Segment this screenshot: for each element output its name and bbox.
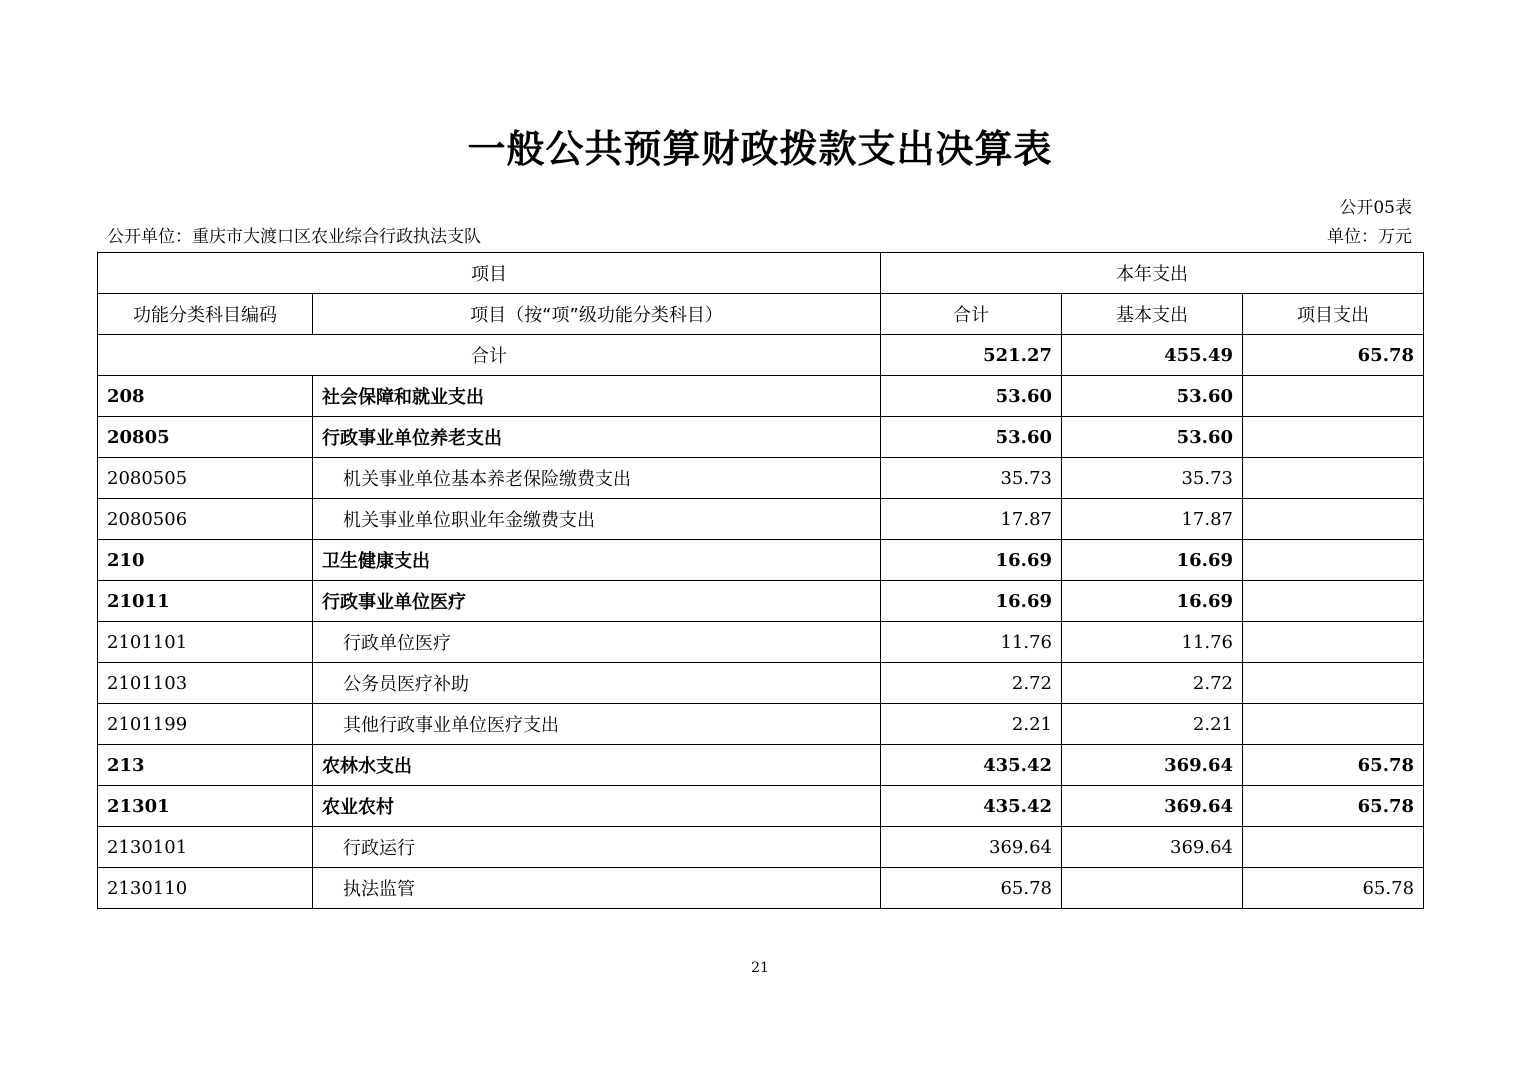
row-code: 2101103 <box>98 663 313 704</box>
row-code: 210 <box>98 540 313 581</box>
table-row <box>98 499 1424 540</box>
table-row <box>98 868 1424 909</box>
row-total: 16.69 <box>881 581 1062 622</box>
row-item-name: 行政运行 <box>313 827 881 868</box>
row-total: 435.42 <box>881 786 1062 827</box>
row-total: 11.76 <box>881 622 1062 663</box>
page-number: 21 <box>751 960 769 976</box>
header-basic: 基本支出 <box>1062 294 1243 335</box>
row-basic: 53.60 <box>1062 376 1243 417</box>
row-basic: 16.69 <box>1062 581 1243 622</box>
row-total: 35.73 <box>881 458 1062 499</box>
row-project <box>1243 622 1424 663</box>
row-code: 20805 <box>98 417 313 458</box>
table-row <box>98 458 1424 499</box>
page-title: 一般公共预算财政拨款支出决算表 <box>467 127 1053 171</box>
row-basic <box>1062 868 1243 909</box>
row-project: 65.78 <box>1243 868 1424 909</box>
row-item-name: 机关事业单位职业年金缴费支出 <box>313 499 881 540</box>
row-code: 2080505 <box>98 458 313 499</box>
currency-unit: 单位：万元 <box>1327 227 1412 247</box>
row-total: 65.78 <box>881 868 1062 909</box>
header-project: 项目 <box>98 253 881 294</box>
table-row <box>98 376 1424 417</box>
row-project: 65.78 <box>1243 745 1424 786</box>
table-row <box>98 786 1424 827</box>
total-basic: 455.49 <box>1062 335 1243 376</box>
row-code: 213 <box>98 745 313 786</box>
row-basic: 369.64 <box>1062 827 1243 868</box>
row-basic: 17.87 <box>1062 499 1243 540</box>
table-row <box>98 745 1424 786</box>
row-total: 2.21 <box>881 704 1062 745</box>
row-code: 21301 <box>98 786 313 827</box>
row-item-name: 农业农村 <box>313 786 881 827</box>
row-total: 53.60 <box>881 417 1062 458</box>
header-total: 合计 <box>881 294 1062 335</box>
row-code: 2130110 <box>98 868 313 909</box>
row-item-name: 执法监管 <box>313 868 881 909</box>
row-code: 2101101 <box>98 622 313 663</box>
header-project-expense: 项目支出 <box>1243 294 1424 335</box>
row-basic: 369.64 <box>1062 786 1243 827</box>
row-total: 16.69 <box>881 540 1062 581</box>
row-item-name: 机关事业单位基本养老保险缴费支出 <box>313 458 881 499</box>
total-row <box>98 335 1424 376</box>
row-project <box>1243 458 1424 499</box>
row-item-name: 公务员医疗补助 <box>313 663 881 704</box>
table-row <box>98 827 1424 868</box>
row-project <box>1243 499 1424 540</box>
row-code: 2080506 <box>98 499 313 540</box>
row-basic: 2.72 <box>1062 663 1243 704</box>
header-item: 项目（按“项”级功能分类科目） <box>313 294 881 335</box>
table-number: 公开05表 <box>1339 198 1412 218</box>
row-code: 208 <box>98 376 313 417</box>
row-project <box>1243 417 1424 458</box>
header-row-1 <box>98 253 1424 294</box>
row-basic: 11.76 <box>1062 622 1243 663</box>
row-item-name: 卫生健康支出 <box>313 540 881 581</box>
row-basic: 16.69 <box>1062 540 1243 581</box>
row-item-name: 其他行政事业单位医疗支出 <box>313 704 881 745</box>
row-total: 17.87 <box>881 499 1062 540</box>
row-item-name: 社会保障和就业支出 <box>313 376 881 417</box>
row-project <box>1243 704 1424 745</box>
total-label: 合计 <box>98 335 881 376</box>
table-row <box>98 663 1424 704</box>
table-row <box>98 540 1424 581</box>
row-item-name: 行政单位医疗 <box>313 622 881 663</box>
budget-table <box>97 252 1424 909</box>
header-code: 功能分类科目编码 <box>98 294 313 335</box>
row-total: 2.72 <box>881 663 1062 704</box>
row-basic: 2.21 <box>1062 704 1243 745</box>
row-basic: 35.73 <box>1062 458 1243 499</box>
row-item-name: 农林水支出 <box>313 745 881 786</box>
row-basic: 369.64 <box>1062 745 1243 786</box>
row-total: 53.60 <box>881 376 1062 417</box>
row-project <box>1243 540 1424 581</box>
row-project <box>1243 376 1424 417</box>
row-code: 2101199 <box>98 704 313 745</box>
row-project: 65.78 <box>1243 786 1424 827</box>
row-basic: 53.60 <box>1062 417 1243 458</box>
row-project <box>1243 663 1424 704</box>
row-project <box>1243 827 1424 868</box>
total-project: 65.78 <box>1243 335 1424 376</box>
row-total: 435.42 <box>881 745 1062 786</box>
table-row <box>98 704 1424 745</box>
header-row-2 <box>98 294 1424 335</box>
total-amount: 521.27 <box>881 335 1062 376</box>
row-code: 2130101 <box>98 827 313 868</box>
row-item-name: 行政事业单位养老支出 <box>313 417 881 458</box>
table-row <box>98 417 1424 458</box>
reporting-unit: 公开单位：重庆市大渡口区农业综合行政执法支队 <box>107 227 481 247</box>
table-row <box>98 581 1424 622</box>
row-code: 21011 <box>98 581 313 622</box>
table-row <box>98 622 1424 663</box>
row-total: 369.64 <box>881 827 1062 868</box>
row-item-name: 行政事业单位医疗 <box>313 581 881 622</box>
row-project <box>1243 581 1424 622</box>
header-current-year: 本年支出 <box>881 253 1424 294</box>
